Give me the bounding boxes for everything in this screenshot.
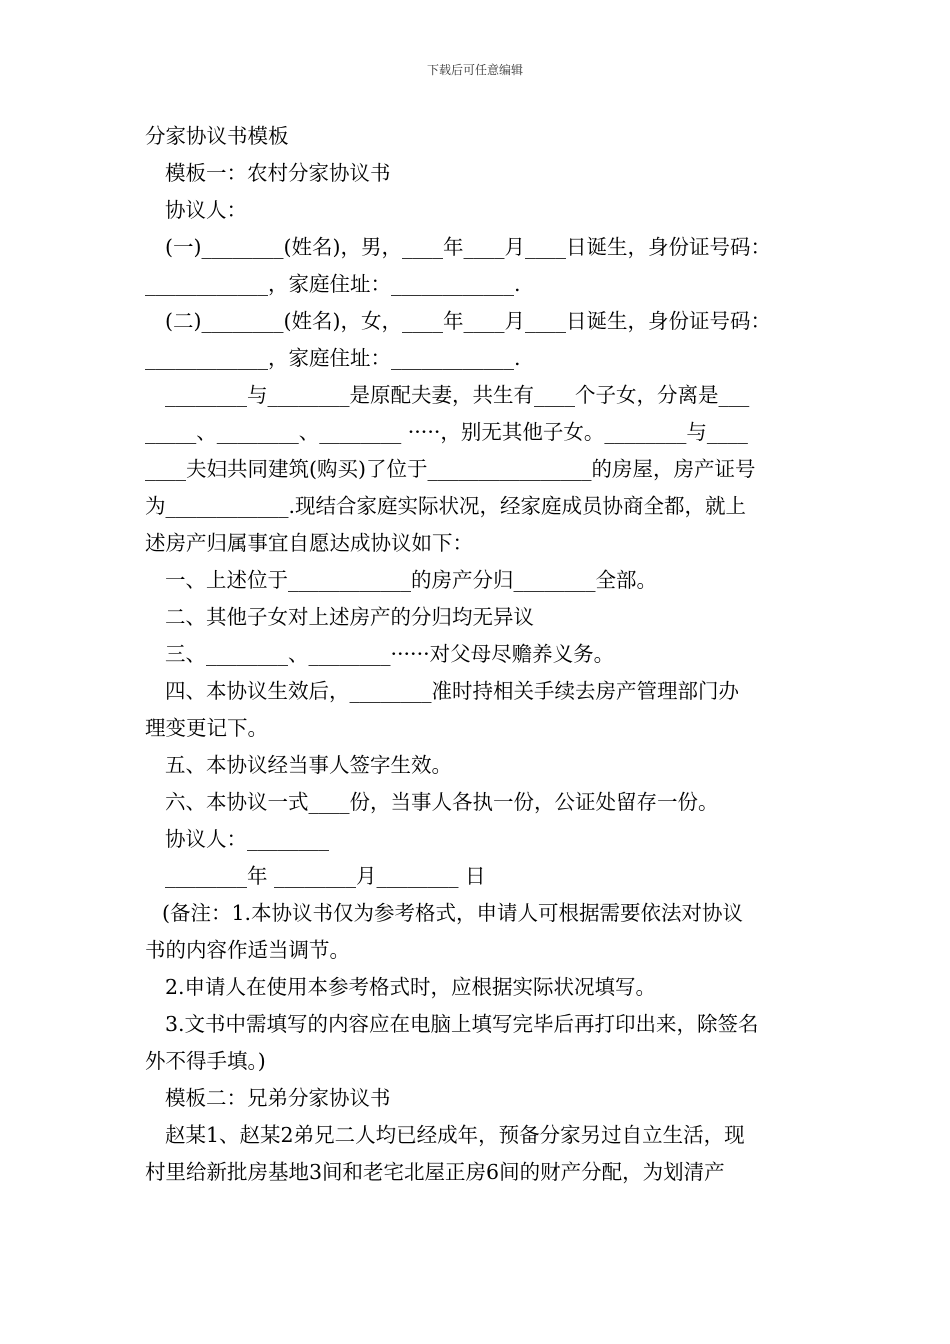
note-line: 3.文书中需填写的内容应在电脑上填写完毕后再打印出来，除签名 <box>165 1012 759 1036</box>
paragraph-line: ____________，家庭住址：____________. <box>145 272 521 296</box>
section-heading-template-two: 模板二：兄弟分家协议书 <box>165 1086 391 1110</box>
clause-line: 二、其他子女对上述房产的分归均无异议 <box>165 605 534 629</box>
paragraph-line: 赵某1、赵某2弟兄二人均已经成年，预备分家另过自立生活，现 <box>165 1123 745 1147</box>
paragraph-line: 述房产归属事宜自愿达成协议如下： <box>145 531 473 555</box>
document-body <box>145 118 815 1191</box>
date-line: ________年 ________月________ 日 <box>165 864 486 888</box>
paragraph-line: 为____________.现结合家庭实际状况，经家庭成员协商全都，就上 <box>145 494 747 518</box>
clause-line: 六、本协议一式____份，当事人各执一份，公证处留存一份。 <box>165 790 719 814</box>
note-line: (备注：1.本协议书仅为参考格式，申请人可根据需要依法对协议 <box>162 901 744 925</box>
paragraph-line: (一)________(姓名)，男，____年____月____日诞生，身份证号码： <box>165 235 771 259</box>
signature-line: 协议人：________ <box>165 827 329 851</box>
clause-line: 五、本协议经当事人签字生效。 <box>165 753 452 777</box>
paragraph-line: ____________，家庭住址：____________. <box>145 346 521 370</box>
paragraph-line: 村里给新批房基地3间和老宅北屋正房6间的财产分配，为划清产 <box>145 1160 725 1184</box>
note-line: 2.申请人在使用本参考格式时，应根据实际状况填写。 <box>165 975 657 999</box>
paragraph-line: _____、________、________ ·····，别无其他子女。________与____ <box>145 420 748 444</box>
clause-line: 一、上述位于____________的房产分归________全部。 <box>165 568 657 592</box>
note-line: 书的内容作适当调节。 <box>145 938 350 962</box>
page-header: 下载后可任意编辑 <box>426 63 523 77</box>
paragraph-line: ____夫妇共同建筑(购买)了位于________________的房屋，房产证号 <box>145 457 756 481</box>
paragraph-line: ________与________是原配夫妻，共生有____个子女，分离是___ <box>165 383 750 407</box>
section-heading-template-one: 模板一：农村分家协议书 <box>165 161 391 185</box>
document-title: 分家协议书模板 <box>145 124 289 148</box>
paragraph-line: 协议人： <box>165 198 247 222</box>
clause-line: 四、本协议生效后，________准时持相关手续去房产管理部门办 <box>165 679 739 703</box>
note-line: 外不得手填。) <box>145 1049 266 1073</box>
paragraph-line: 理变更记下。 <box>145 716 268 740</box>
paragraph-line: (二)________(姓名)，女，____年____月____日诞生，身份证号码： <box>165 309 771 333</box>
clause-line: 三、________、________······对父母尽赡养义务。 <box>165 642 615 666</box>
